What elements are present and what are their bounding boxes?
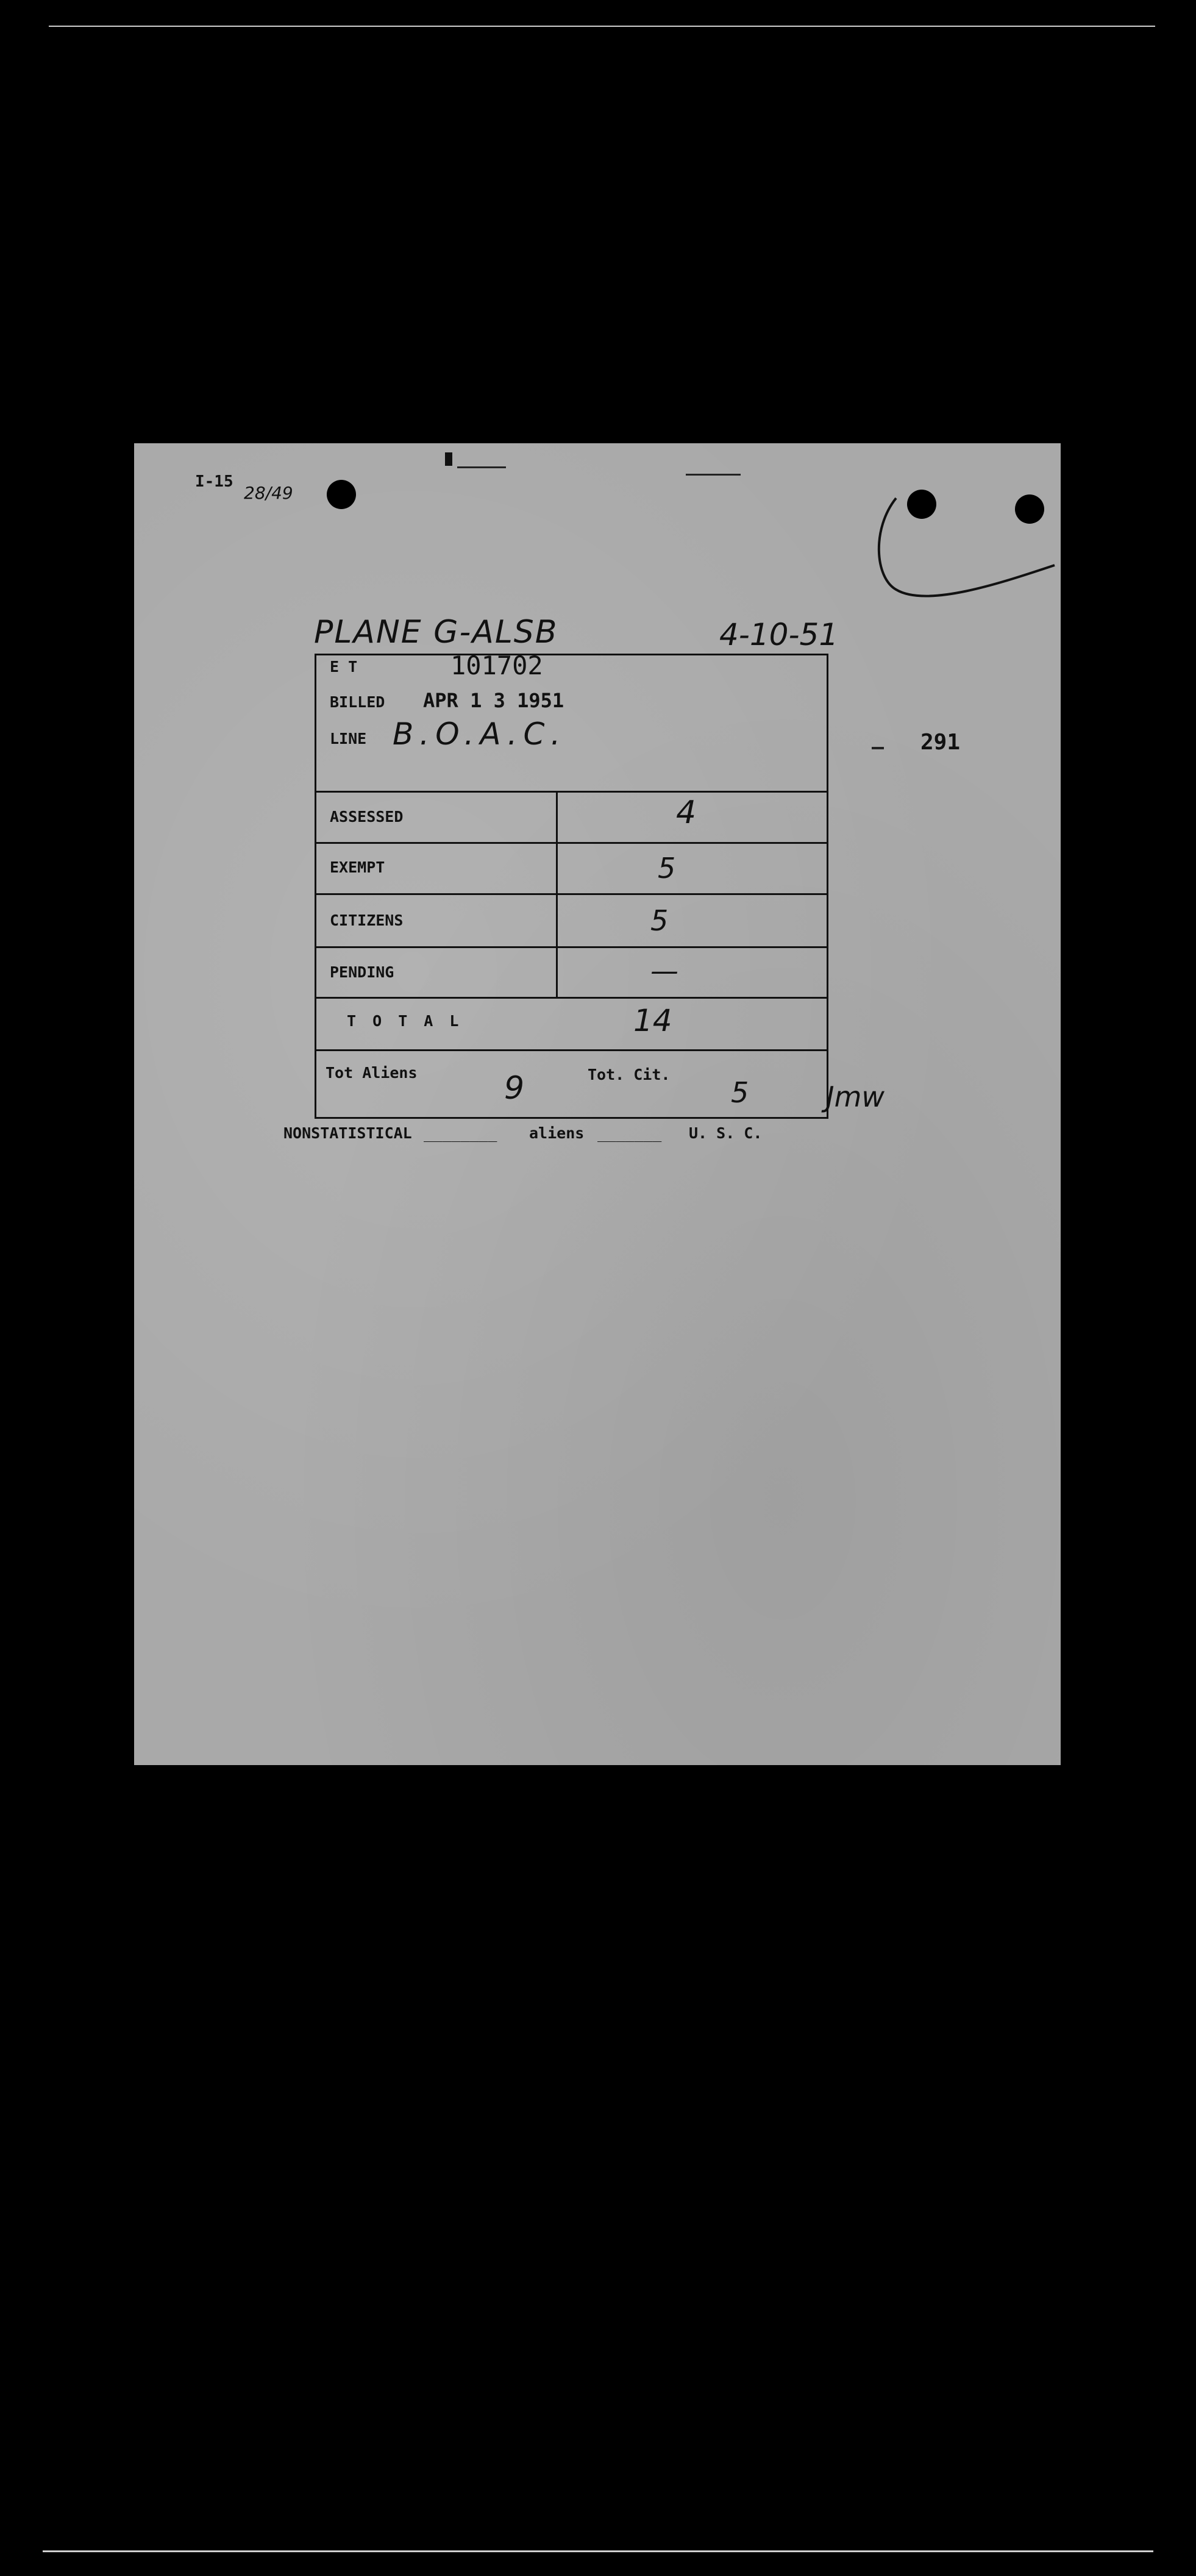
row-divider — [316, 1049, 827, 1051]
tot-aliens-value: 9 — [504, 1070, 525, 1107]
row-divider — [316, 997, 827, 999]
billed-label: BILLED — [330, 693, 385, 711]
top-dash-2 — [686, 474, 741, 476]
plane-handwritten: PLANE G-ALSB — [314, 614, 558, 651]
top-border-rule — [49, 26, 1155, 27]
page-number: 291 — [920, 730, 961, 755]
row-value-citizens: 5 — [650, 904, 669, 937]
top-corner-note: 28/49 — [244, 483, 293, 503]
row-label-exempt: EXEMPT — [330, 858, 385, 876]
page-number-dash — [872, 747, 884, 749]
tot-aliens-label: Tot Aliens — [326, 1064, 418, 1082]
et-number: 101702 — [450, 651, 543, 680]
punch-hole-left — [327, 480, 356, 509]
line-label: LINE — [330, 730, 367, 747]
row-value-assessed: 4 — [676, 794, 697, 831]
row-value-pending: — — [650, 954, 678, 987]
row-label-assessed: ASSESSED — [330, 808, 404, 826]
et-label: E T — [330, 658, 358, 676]
manifest-form — [315, 651, 828, 1119]
row-divider — [316, 893, 827, 895]
pen-curve — [872, 492, 1061, 638]
billed-date: APR 1 3 1951 — [423, 689, 564, 712]
line-value: B.O.A.C. — [393, 716, 567, 752]
form-id: I-15 — [195, 473, 233, 491]
row-value-exempt: 5 — [658, 852, 676, 885]
bottom-border-rule — [43, 2550, 1153, 2552]
nonstat-label: NONSTATISTICAL — [283, 1124, 412, 1142]
row-divider — [316, 842, 827, 844]
top-mark — [445, 452, 452, 466]
row-label-pending: PENDING — [330, 963, 394, 981]
initials: Jmw — [826, 1080, 885, 1113]
tot-cit-value: 5 — [731, 1076, 749, 1109]
aliens-label: aliens — [529, 1124, 585, 1142]
top-dash-1 — [457, 466, 506, 468]
row-divider — [316, 946, 827, 948]
total-value: 14 — [633, 1003, 672, 1038]
document-sheet — [134, 443, 1061, 1765]
usc-label: U. S. C. — [689, 1124, 763, 1142]
date-handwritten: 4-10-51 — [719, 617, 839, 652]
total-label: T O T A L — [347, 1012, 463, 1030]
aliens-blank: _______ — [597, 1124, 662, 1142]
row-divider — [316, 791, 827, 793]
nonstat-blank: ________ — [424, 1124, 497, 1142]
tot-cit-label: Tot. Cit. — [588, 1066, 671, 1083]
row-label-citizens: CITIZENS — [330, 912, 404, 929]
column-divider — [556, 791, 558, 997]
